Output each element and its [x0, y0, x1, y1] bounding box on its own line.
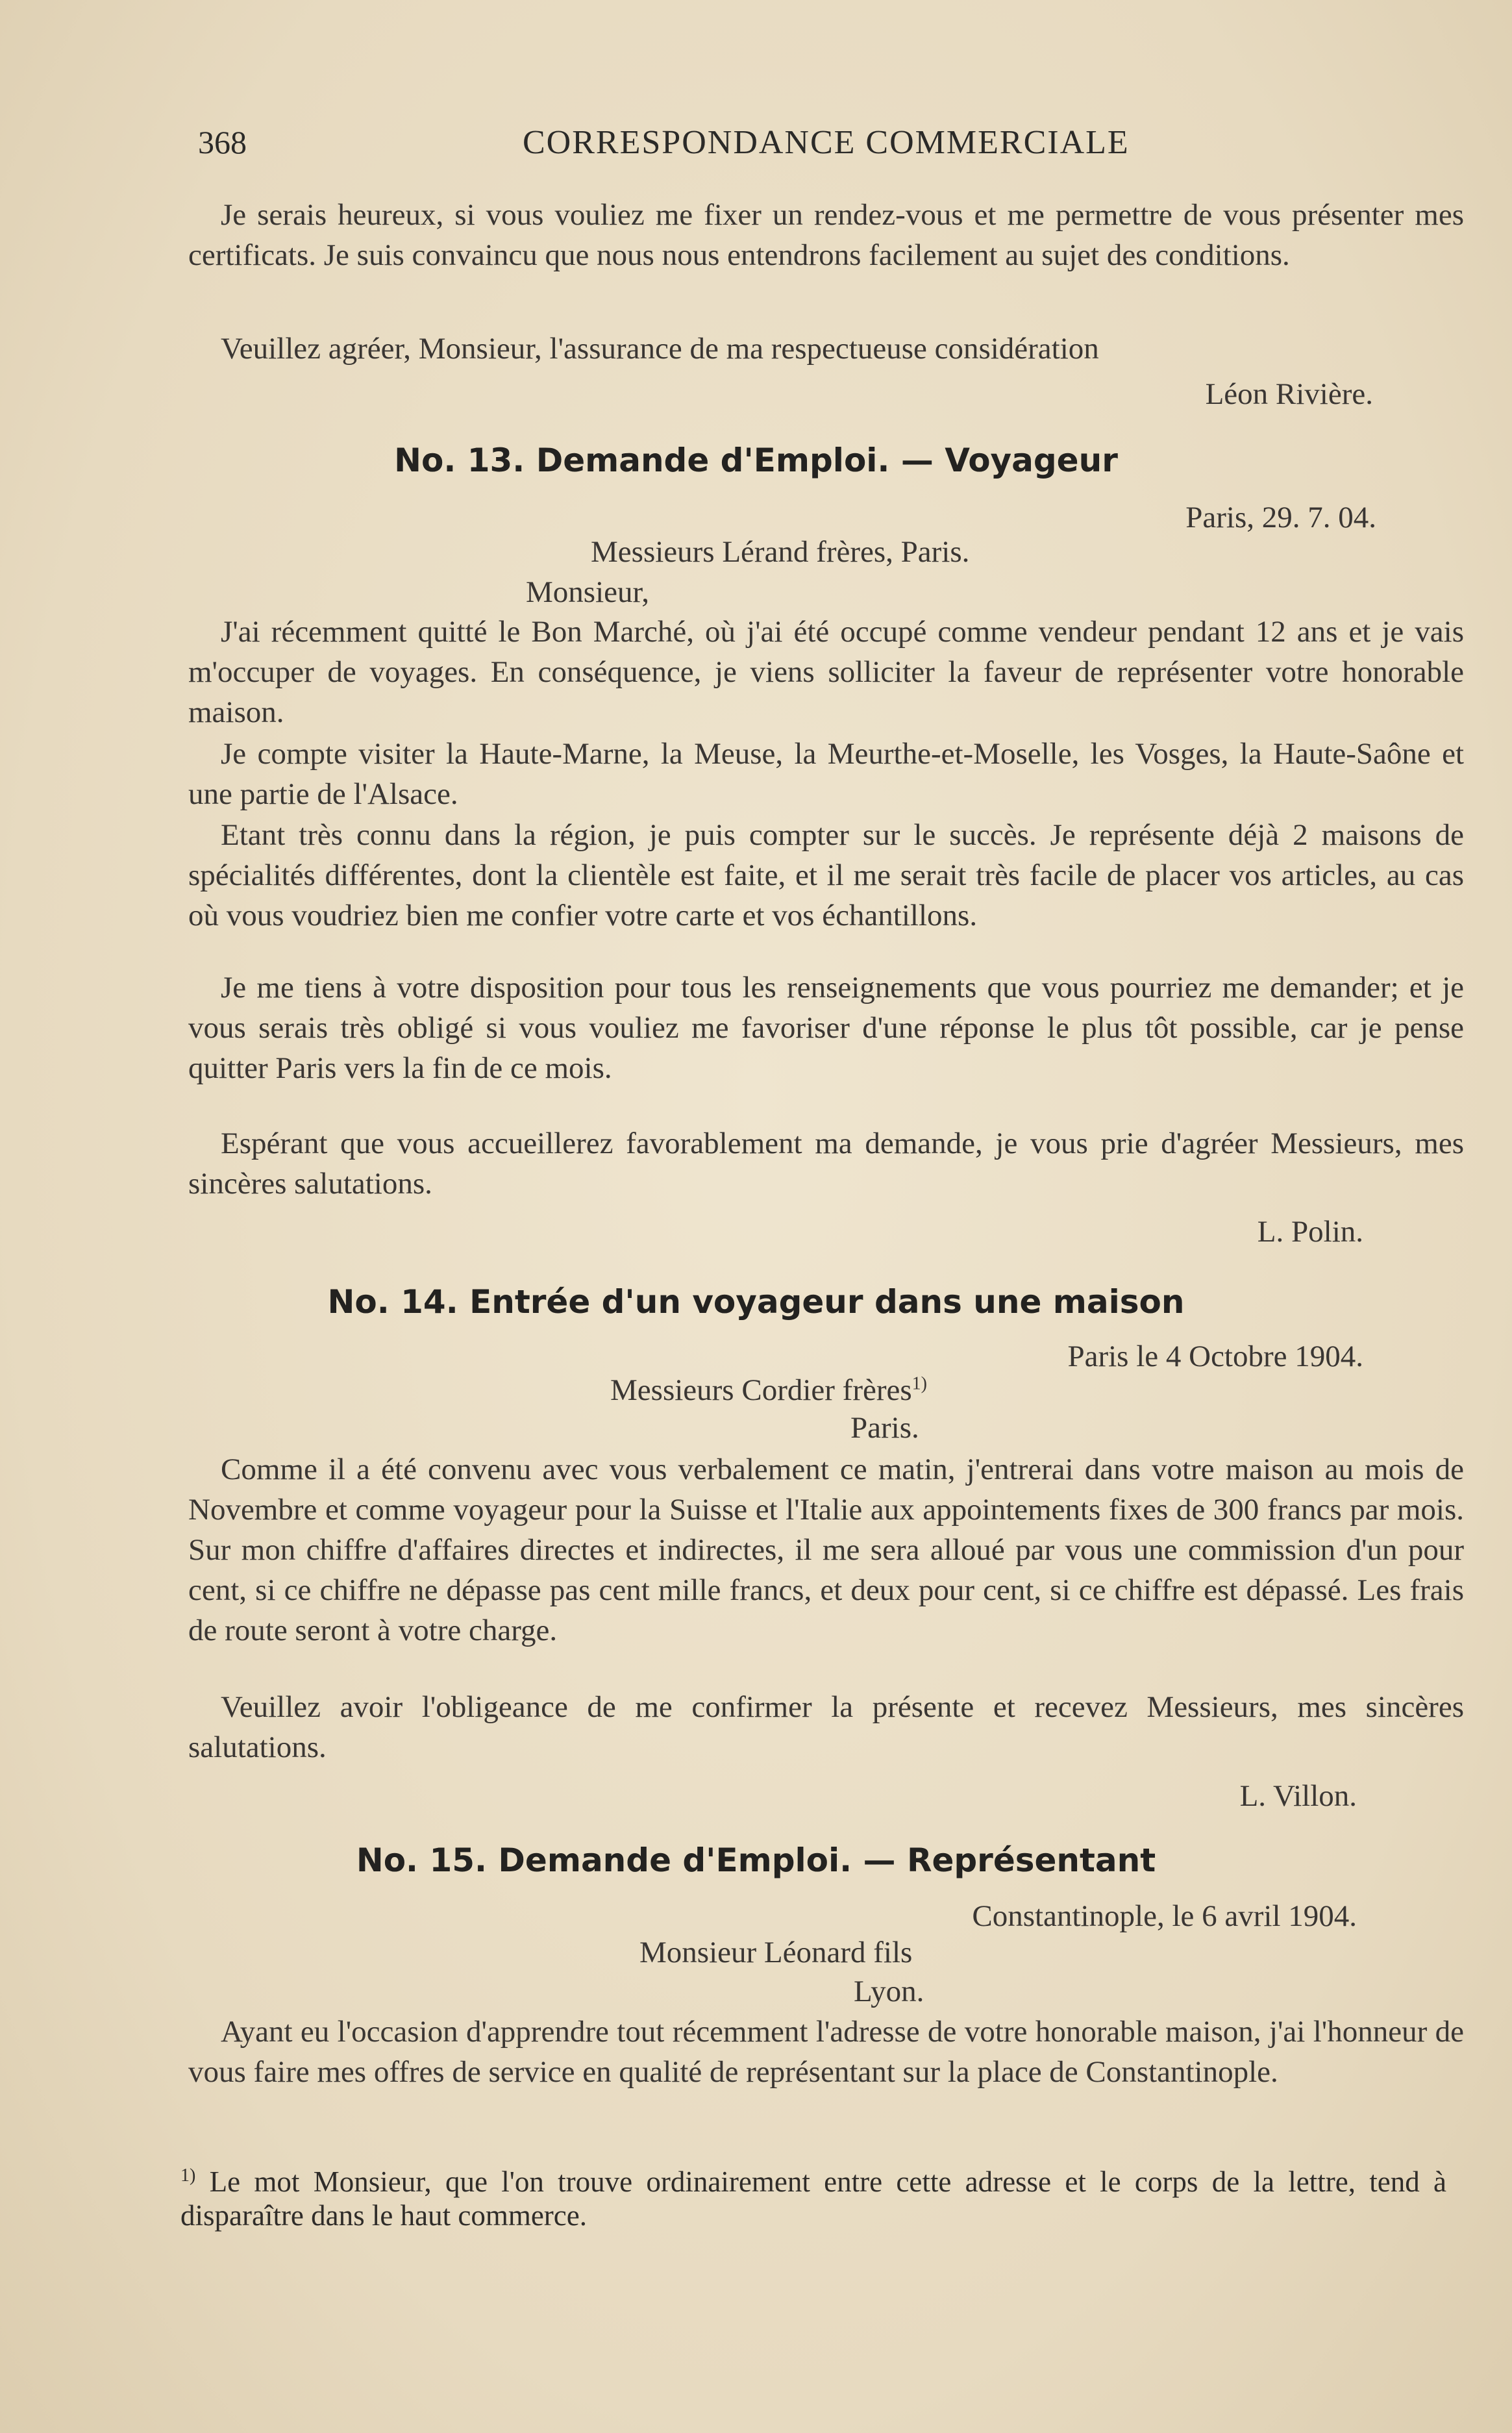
- letter12-closing: Veuillez agréer, Monsieur, l'assurance de ma respectueuse considération: [221, 332, 1099, 366]
- letter13-address: Messieurs Lérand frères, Paris.: [591, 535, 970, 569]
- page-header: [198, 123, 1328, 169]
- letter15-address-city: Lyon.: [854, 1975, 924, 2008]
- letter13-paragraph: Etant très connu dans la région, je puis compter sur le succès. Je représente déjà 2 maisons de spécialités différentes, dont la clientèle est faite, et il me serait très facile de placer vos articles, au cas où vous voudriez bien me confier votre carte et vos échantillons.: [188, 818, 1464, 932]
- letter13-paragraph: Je me tiens à votre disposition pour tous les renseignements que vous pourriez me demander; et je vous serais très obligé si vous vouliez me favoriser d'une réponse le plus tôt possible, car je pense quitter Paris vers la fin de ce mois.: [188, 971, 1464, 1085]
- letter13-salutation: Monsieur,: [526, 575, 650, 609]
- letter13-signature: L. Polin.: [1257, 1215, 1363, 1249]
- letter14-heading: No. 14. Entrée d'un voyageur dans une maison: [327, 1283, 1185, 1321]
- letter15-date: Constantinople, le 6 avril 1904.: [972, 1899, 1357, 1933]
- letter14-paragraph: Veuillez avoir l'obligeance de me confirmer la présente et recevez Messieurs, mes sincères salutations.: [188, 1690, 1464, 1764]
- letter13-paragraph: Je compte visiter la Haute-Marne, la Meuse, la Meurthe-et-Moselle, les Vosges, la Haute-Saône et une partie de l'Alsace.: [188, 737, 1464, 811]
- letter14-paragraph: Comme il a été convenu avec vous verbalement ce matin, j'entrerai dans votre maison au mois de Novembre et comme voyageur pour la Suisse et l'Italie aux appointements fixes de 300 francs par mois. Sur mon chiffre d'affaires directes et indirectes, il me sera alloué par vous une commission d'un pour cent, si ce chiffre ne dépasse pas cent mille francs, et deux pour cent, si ce chiffre est dépassé. Les frais de route seront à votre charge.: [188, 1453, 1464, 1647]
- letter14-address-name-text: Messieurs Cordier frères: [610, 1373, 912, 1407]
- letter14-signature: L. Villon.: [1239, 1779, 1357, 1813]
- letter14-date: Paris le 4 Octobre 1904.: [1067, 1340, 1363, 1373]
- footnote-text: Le mot Monsieur, que l'on trouve ordinairement entre cette adresse et le corps de la lettre, tend à disparaître dans le haut commerce.: [180, 2165, 1447, 2232]
- footnote-marker: 1): [180, 2165, 196, 2186]
- footnote-ref: 1): [911, 1373, 927, 1394]
- letter13-date: Paris, 29. 7. 04.: [1185, 501, 1376, 534]
- letter13-paragraph: Espérant que vous accueillerez favorablement ma demande, je vous prie d'agréer Messieurs, mes sincères salutations.: [188, 1127, 1464, 1201]
- letter13-heading: No. 13. Demande d'Emploi. — Voyageur: [394, 442, 1118, 479]
- letter15-address-name: Monsieur Léonard fils: [639, 1936, 913, 1969]
- letter14-address-name: [610, 1373, 927, 1408]
- footnote: [180, 2159, 1446, 2232]
- letter12-signature: Léon Rivière.: [1205, 377, 1373, 411]
- letter14-address-city: Paris.: [850, 1411, 919, 1445]
- letter15-paragraph: Ayant eu l'occasion d'apprendre tout récemment l'adresse de votre honorable maison, j'ai l'honneur de vous faire mes offres de service en qualité de représentant sur la place de Constantinople.: [188, 2015, 1464, 2089]
- letter15-heading: No. 15. Demande d'Emploi. — Représentant: [356, 1841, 1156, 1879]
- running-title: CORRESPONDANCE COMMERCIALE: [523, 124, 1130, 161]
- letter13-paragraph: J'ai récemment quitté le Bon Marché, où j'ai été occupé comme vendeur pendant 12 ans et je vais m'occuper de voyages. En conséquence, je viens solliciter la faveur de représenter votre honorable maison.: [188, 615, 1464, 729]
- page-number: 368: [198, 124, 247, 160]
- letter12-body: Je serais heureux, si vous vouliez me fixer un rendez-vous et me permettre de vous présenter mes certificats. Je suis convaincu que nous nous entendrons facilement au sujet des conditions.: [188, 198, 1464, 272]
